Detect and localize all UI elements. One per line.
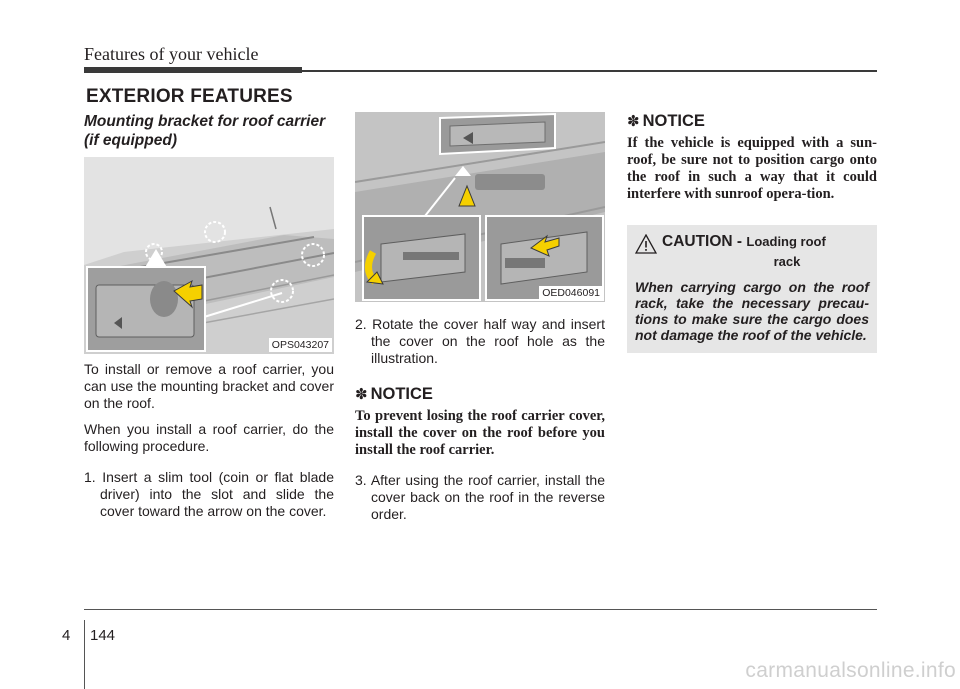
notice-star-icon: ✽	[355, 385, 368, 403]
caution-label: CAUTION -	[662, 233, 743, 250]
caution-text: When carrying cargo on the roof rack, take the necessary precau-tions to make sure the cargo does not damage the roof of the vehicle.	[635, 279, 869, 343]
figure-code: OPS043207	[269, 338, 332, 352]
header-rule-thin	[302, 70, 877, 72]
notice-heading: ✽ NOTICE	[627, 112, 705, 130]
chapter-number: 4	[62, 627, 71, 644]
header-rule-thick	[84, 67, 302, 73]
caution-topic-continued: rack	[773, 254, 801, 269]
procedure-paragraph: When you install a roof carrier, do the following procedure.	[84, 421, 334, 454]
cover-rotation-illustration	[355, 112, 605, 302]
figure-code: OED046091	[539, 286, 603, 300]
step-1: 1. Insert a slim tool (coin or flat blade driver) into the slot and slide the cover toward the arrow on the cover.	[84, 469, 334, 519]
caution-heading	[635, 233, 869, 254]
page-number: 144	[90, 627, 116, 644]
column-left	[84, 112, 334, 520]
footer-divider	[84, 620, 85, 689]
roof-carrier-illustration	[84, 157, 334, 354]
caution-topic: Loading roof	[746, 234, 826, 249]
warning-triangle-icon	[635, 234, 657, 254]
watermark: carmanualsonline.info	[745, 659, 956, 682]
subheading: Mounting bracket for roof carrier (if equipped)	[84, 113, 326, 149]
notice-text: To prevent losing the roof carrier cover, install the cover on the roof before you install the roof carrier.	[355, 408, 605, 458]
column-right	[627, 112, 877, 353]
step-2: 2. Rotate the cover half way and insert the cover on the roof hole as the illustration.	[355, 316, 605, 366]
cover-rotation-figure	[355, 112, 605, 302]
caution-box	[627, 225, 877, 353]
step-3: 3. After using the roof carrier, install the cover back on the roof in the reverse order.	[355, 472, 605, 522]
notice-star-icon: ✽	[627, 112, 640, 130]
intro-paragraph: To install or remove a roof carrier, you can use the mounting bracket and cover on the roof.	[84, 361, 334, 411]
running-header: Features of your vehicle	[84, 44, 259, 64]
notice-text: If the vehicle is equipped with a sun-roof, be sure not to position cargo onto the roof in such a way that it could interfere with sunroof opera-tion.	[627, 135, 877, 202]
notice-heading: ✽ NOTICE	[355, 385, 433, 403]
roof-carrier-figure	[84, 157, 334, 354]
column-middle	[355, 112, 605, 523]
section-title: EXTERIOR FEATURES	[86, 86, 293, 107]
footer-rule	[84, 609, 877, 610]
